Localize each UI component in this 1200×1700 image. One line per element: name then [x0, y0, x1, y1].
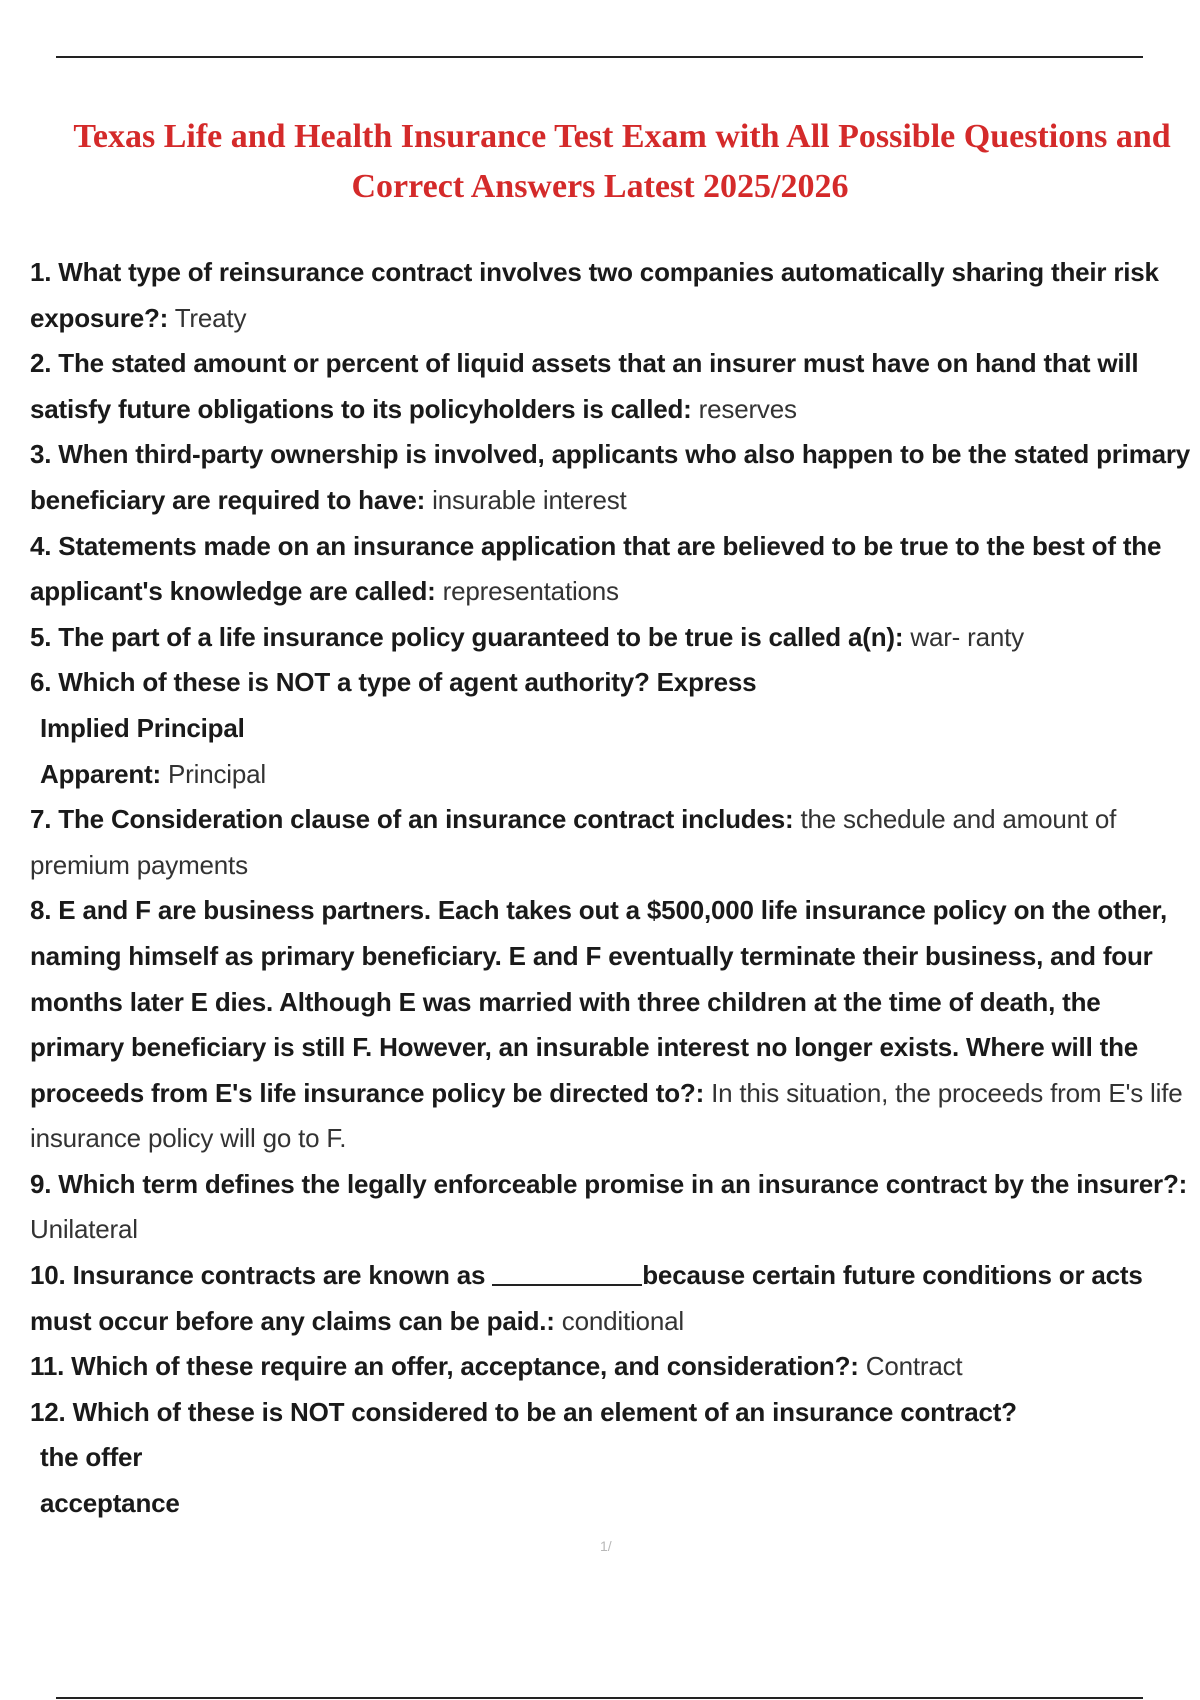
question-text: 10. Insurance contracts are known as [30, 1260, 486, 1291]
answer-text: conditional [561, 1305, 684, 1336]
answer-text: Unilateral [30, 1214, 138, 1245]
qa-item-4 [30, 524, 1195, 615]
option-text: Apparent: [40, 758, 161, 789]
qa-item-9 [30, 1162, 1195, 1253]
qa-item-10 [30, 1253, 1195, 1344]
qa-item-12 [30, 1390, 1195, 1436]
answer-text: In this situation, the proceeds from E's life insurance policy will go to F. [30, 1077, 1183, 1154]
option-line: Implied Principal [40, 712, 245, 743]
answer-text: Contract [865, 1351, 963, 1382]
question-text: 8. E and F are business partners. Each takes out a $500,000 life insurance policy on the other, naming himself as primary beneficiary. E and F eventually terminate their business, and four months later E dies. Although E was married with three children at the time of death, the primary beneficiary is still F. However, an insurable interest no longer exists. Where will the proceeds from E's life insurance policy be directed to?: [30, 895, 1167, 1108]
bottom-rule [56, 1697, 1143, 1699]
qa-item-5 [30, 615, 1195, 661]
qa-item-1 [30, 250, 1195, 341]
qa-item-2 [30, 341, 1195, 432]
question-text: 9. Which term defines the legally enforceable promise in an insurance contract by the insurer?: [30, 1168, 1188, 1199]
option-line: the offer [40, 1442, 143, 1473]
answer-text: Treaty [174, 302, 247, 333]
question-text: 11. Which of these require an offer, acceptance, and consideration?: [30, 1351, 859, 1382]
question-text: 2. The stated amount or percent of liquid assets that an insurer must have on hand that will satisfy future obligations to its policyholders is called: [30, 348, 1139, 424]
option-line: acceptance [40, 1488, 180, 1519]
question-text: 4. Statements made on an insurance application that are believed to be true to the best of the applicant's knowledge are called: [30, 530, 1162, 607]
fill-in-blank [492, 1284, 642, 1286]
question-list [30, 250, 1195, 1527]
qa-item-8 [30, 888, 1195, 1162]
question-text: 3. When third-party ownership is involved, applicants who also happen to be the stated primary beneficiary are required to have: [30, 439, 1191, 515]
top-rule [56, 56, 1143, 58]
answer-text: the schedule and amount of premium payments [30, 804, 1117, 880]
question-text: 12. Which of these is NOT considered to be an element of an insurance contract? [30, 1396, 1017, 1427]
answer-text: insurable interest [432, 484, 627, 515]
qa-item-3 [30, 432, 1195, 523]
question-text-end: because certain future conditions or acts must occur before any claims can be paid.: [30, 1260, 1143, 1336]
answer-text: Principal [168, 758, 266, 789]
answer-text: representations [442, 576, 619, 607]
qa-item-7 [30, 797, 1195, 888]
option-line [30, 752, 1195, 798]
question-text: 5. The part of a life insurance policy guaranteed to be true is called a(n): [30, 621, 904, 652]
question-text: 1. What type of reinsurance contract involves two companies automatically sharing their risk exposure?: [30, 257, 1159, 333]
title-line-1: Texas Life and Health Insurance Test Exam with All Possible Questions and [73, 118, 1171, 155]
question-text: 7. The Consideration clause of an insurance contract includes: [30, 804, 794, 835]
qa-item-11 [30, 1344, 1195, 1390]
page-number: 1/ [600, 1538, 612, 1554]
answer-text: war- ranty [910, 621, 1024, 652]
answer-text: reserves [698, 393, 797, 424]
title-line-2: Correct Answers Latest 2025/2026 [351, 168, 849, 205]
document-title [0, 112, 1200, 212]
qa-item-6 [30, 660, 1195, 706]
question-text: 6. Which of these is NOT a type of agent authority? Express [30, 667, 757, 698]
